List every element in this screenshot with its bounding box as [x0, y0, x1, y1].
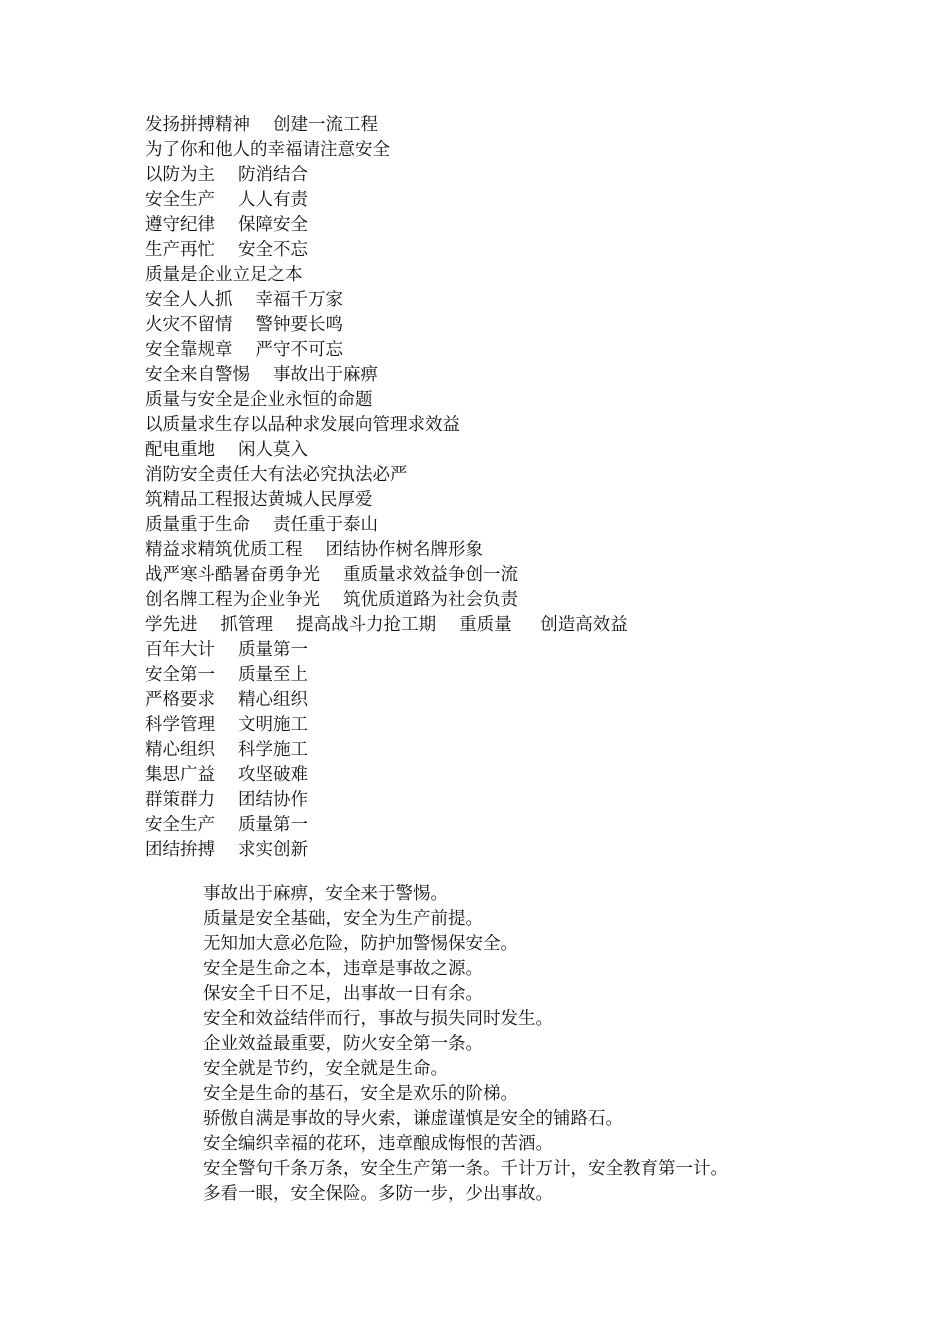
slogan-line: 安全生产 质量第一 — [145, 815, 309, 835]
slogan-line: 学先进 抓管理 提高战斗力抢工期 重质量 创造高效益 — [145, 615, 628, 635]
slogan-line: 质量与安全是企业永恒的命题 — [145, 390, 373, 410]
slogan-line: 生产再忙 安全不忘 — [145, 240, 309, 260]
slogan-line: 安全第一 质量至上 — [145, 665, 309, 685]
slogan-line: 安全生产 人人有责 — [145, 190, 309, 210]
sentence-line: 事故出于麻痹，安全来于警惕。 — [203, 884, 448, 904]
sentence-line: 质量是安全基础，安全为生产前提。 — [203, 909, 483, 929]
sentence-line: 保安全千日不足，出事故一日有余。 — [203, 984, 483, 1004]
slogan-line: 团结拚搏 求实创新 — [145, 840, 309, 860]
slogan-line: 质量重于生命 责任重于泰山 — [145, 515, 379, 535]
slogans-list — [145, 113, 905, 863]
sentence-line: 骄傲自满是事故的导火索，谦虚谨慎是安全的铺路石。 — [203, 1109, 623, 1129]
slogan-line: 发扬拼搏精神 创建一流工程 — [145, 115, 379, 135]
sentence-line: 安全就是节约，安全就是生命。 — [203, 1059, 448, 1079]
slogan-line: 集思广益 攻坚破难 — [145, 765, 309, 785]
sentence-line: 安全编织幸福的花环，违章酿成悔恨的苦酒。 — [203, 1134, 553, 1154]
slogan-line: 百年大计 质量第一 — [145, 640, 309, 660]
slogan-line: 以质量求生存以品种求发展向管理求效益 — [145, 415, 460, 435]
slogan-line: 精心组织 科学施工 — [145, 740, 309, 760]
slogan-line: 火灾不留情 警钟要长鸣 — [145, 315, 344, 335]
slogan-line: 精益求精筑优质工程 团结协作树名牌形象 — [145, 540, 484, 560]
sentence-line: 安全是生命之本，违章是事故之源。 — [203, 959, 483, 979]
slogan-line: 群策群力 团结协作 — [145, 790, 309, 810]
slogan-line: 质量是企业立足之本 — [145, 265, 303, 285]
sentence-line: 安全是生命的基石，安全是欢乐的阶梯。 — [203, 1084, 518, 1104]
slogan-line: 严格要求 精心组织 — [145, 690, 309, 710]
slogan-line: 战严寒斗酷暑奋勇争光 重质量求效益争创一流 — [145, 565, 519, 585]
sentence-line: 无知加大意必危险，防护加警惕保安全。 — [203, 934, 518, 954]
slogan-line: 以防为主 防消结合 — [145, 165, 309, 185]
slogan-line: 安全靠规章 严守不可忘 — [145, 340, 344, 360]
slogan-line: 安全人人抓 幸福千万家 — [145, 290, 344, 310]
slogan-line: 创名牌工程为企业争光 筑优质道路为社会负责 — [145, 590, 519, 610]
sentence-line: 多看一眼，安全保险。多防一步，少出事故。 — [203, 1184, 553, 1204]
sentence-line: 安全警句千条万条，安全生产第一条。千计万计，安全教育第一计。 — [203, 1159, 728, 1179]
slogan-line: 科学管理 文明施工 — [145, 715, 309, 735]
slogan-line: 安全来自警惕 事故出于麻痹 — [145, 365, 379, 385]
slogan-line: 为了你和他人的幸福请注意安全 — [145, 140, 390, 160]
slogan-line: 消防安全责任大有法必究执法必严 — [145, 465, 408, 485]
sentence-line: 企业效益最重要，防火安全第一条。 — [203, 1034, 483, 1054]
sentence-line: 安全和效益结伴而行，事故与损失同时发生。 — [203, 1009, 553, 1029]
sentences-list — [203, 882, 903, 1207]
slogan-line: 筑精品工程报达黄城人民厚爱 — [145, 490, 373, 510]
slogan-line: 配电重地 闲人莫入 — [145, 440, 309, 460]
slogan-line: 遵守纪律 保障安全 — [145, 215, 309, 235]
